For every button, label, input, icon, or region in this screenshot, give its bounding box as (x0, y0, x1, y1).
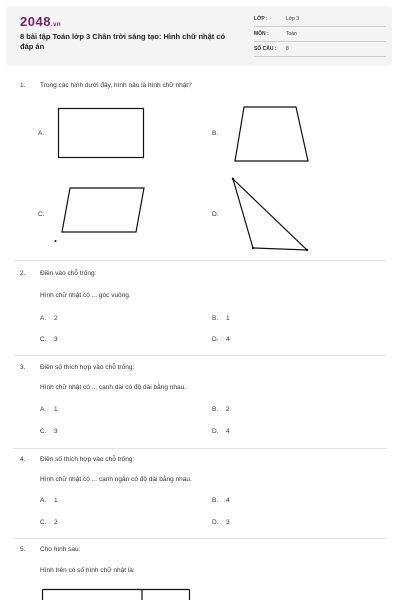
question-3-prompt: Điền số thích hợp vào chỗ trống: (40, 364, 135, 371)
page-title: 8 bài tập Toán lớp 3 Chân trời sáng tạo: Hình chữ nhật có đáp án (20, 32, 226, 51)
option-value: 3 (226, 519, 230, 526)
question-3-statement: Hình chữ nhật có ... cạnh dài có độ dài bằng nhau. (40, 384, 187, 391)
trapezoid-shape (234, 106, 310, 162)
option-letter: A. (40, 497, 47, 504)
q1-option-a-letter[interactable]: A. (38, 130, 45, 137)
divider (14, 355, 386, 356)
meta-value-subject: Toán (286, 31, 297, 37)
option-value: 1 (54, 497, 58, 504)
q4-option-d[interactable] (212, 519, 230, 526)
meta-row-count (254, 44, 386, 57)
q3-option-c[interactable] (40, 428, 58, 435)
q4-option-c[interactable] (40, 519, 58, 526)
option-letter: A. (40, 315, 47, 322)
meta-label-class: LỚP : (254, 16, 268, 22)
option-value: 1 (54, 406, 58, 413)
option-letter: B. (212, 497, 219, 504)
question-5-statement: Hình trên có số hình chữ nhật là: (40, 567, 135, 574)
question-5-number: 5. (20, 546, 26, 553)
option-value: 1 (226, 315, 230, 322)
rectangles-figure (42, 589, 190, 600)
option-letter: D. (212, 519, 219, 526)
question-1-number: 1. (20, 82, 26, 89)
option-letter: C. (40, 428, 47, 435)
logo-text: 2048 (20, 14, 51, 29)
q2-option-b[interactable] (212, 315, 230, 322)
divider (14, 448, 386, 449)
meta-row-class (254, 14, 386, 27)
option-letter: A. (40, 406, 47, 413)
q1-option-d-letter[interactable]: D. (212, 211, 219, 218)
question-2-prompt: Điền vào chỗ trống: (40, 270, 97, 277)
option-letter: B. (212, 406, 219, 413)
meta-value-class: Lớp 3 (286, 16, 300, 22)
q3-option-a[interactable] (40, 406, 58, 413)
option-value: 4 (226, 336, 230, 343)
parallelogram-shape (54, 186, 144, 244)
question-3-number: 3. (20, 364, 26, 371)
question-4-statement: Hình chữ nhật có ... cạnh ngắn có độ dài bằng nhau. (40, 476, 192, 483)
question-1-prompt: Trong các hình dưới đây, hình nào là hình chữ nhật? (40, 82, 192, 89)
option-letter: C. (40, 336, 47, 343)
q2-option-d[interactable] (212, 336, 230, 343)
site-logo[interactable] (20, 14, 61, 29)
triangle-shape (230, 176, 310, 252)
option-value: 4 (226, 497, 230, 504)
meta-row-subject (254, 29, 386, 42)
q1-option-b-letter[interactable]: B. (212, 130, 219, 137)
rectangle-shape (58, 108, 144, 158)
option-letter: B. (212, 315, 219, 322)
question-5-prompt: Cho hình sau: (40, 546, 81, 553)
option-value: 4 (226, 428, 230, 435)
option-value: 3 (54, 336, 58, 343)
q3-option-b[interactable] (212, 406, 230, 413)
option-value: 2 (54, 315, 58, 322)
q4-option-b[interactable] (212, 497, 230, 504)
q1-option-c-letter[interactable]: C. (38, 211, 45, 218)
question-2-statement: Hình chữ nhật có ... góc vuông. (40, 292, 131, 299)
meta-label-subject: MÔN : (254, 31, 269, 37)
question-4-number: 4. (20, 456, 26, 463)
meta-value-count: 8 (286, 46, 289, 52)
logo-domain: .vn (50, 22, 62, 28)
option-letter: D. (212, 428, 219, 435)
document-header (6, 6, 392, 66)
q2-option-a[interactable] (40, 315, 58, 322)
option-value: 3 (54, 428, 58, 435)
q3-option-d[interactable] (212, 428, 230, 435)
option-letter: D. (212, 336, 219, 343)
option-value: 2 (226, 406, 230, 413)
option-letter: C. (40, 519, 47, 526)
q4-option-a[interactable] (40, 497, 58, 504)
question-4-prompt: Điền số thích hợp vào chỗ trống: (40, 456, 135, 463)
option-value: 2 (54, 519, 58, 526)
meta-label-count: SỐ CÂU : (254, 46, 277, 52)
divider (14, 260, 386, 261)
divider (14, 538, 386, 539)
question-2-number: 2. (20, 270, 26, 277)
q2-option-c[interactable] (40, 336, 58, 343)
